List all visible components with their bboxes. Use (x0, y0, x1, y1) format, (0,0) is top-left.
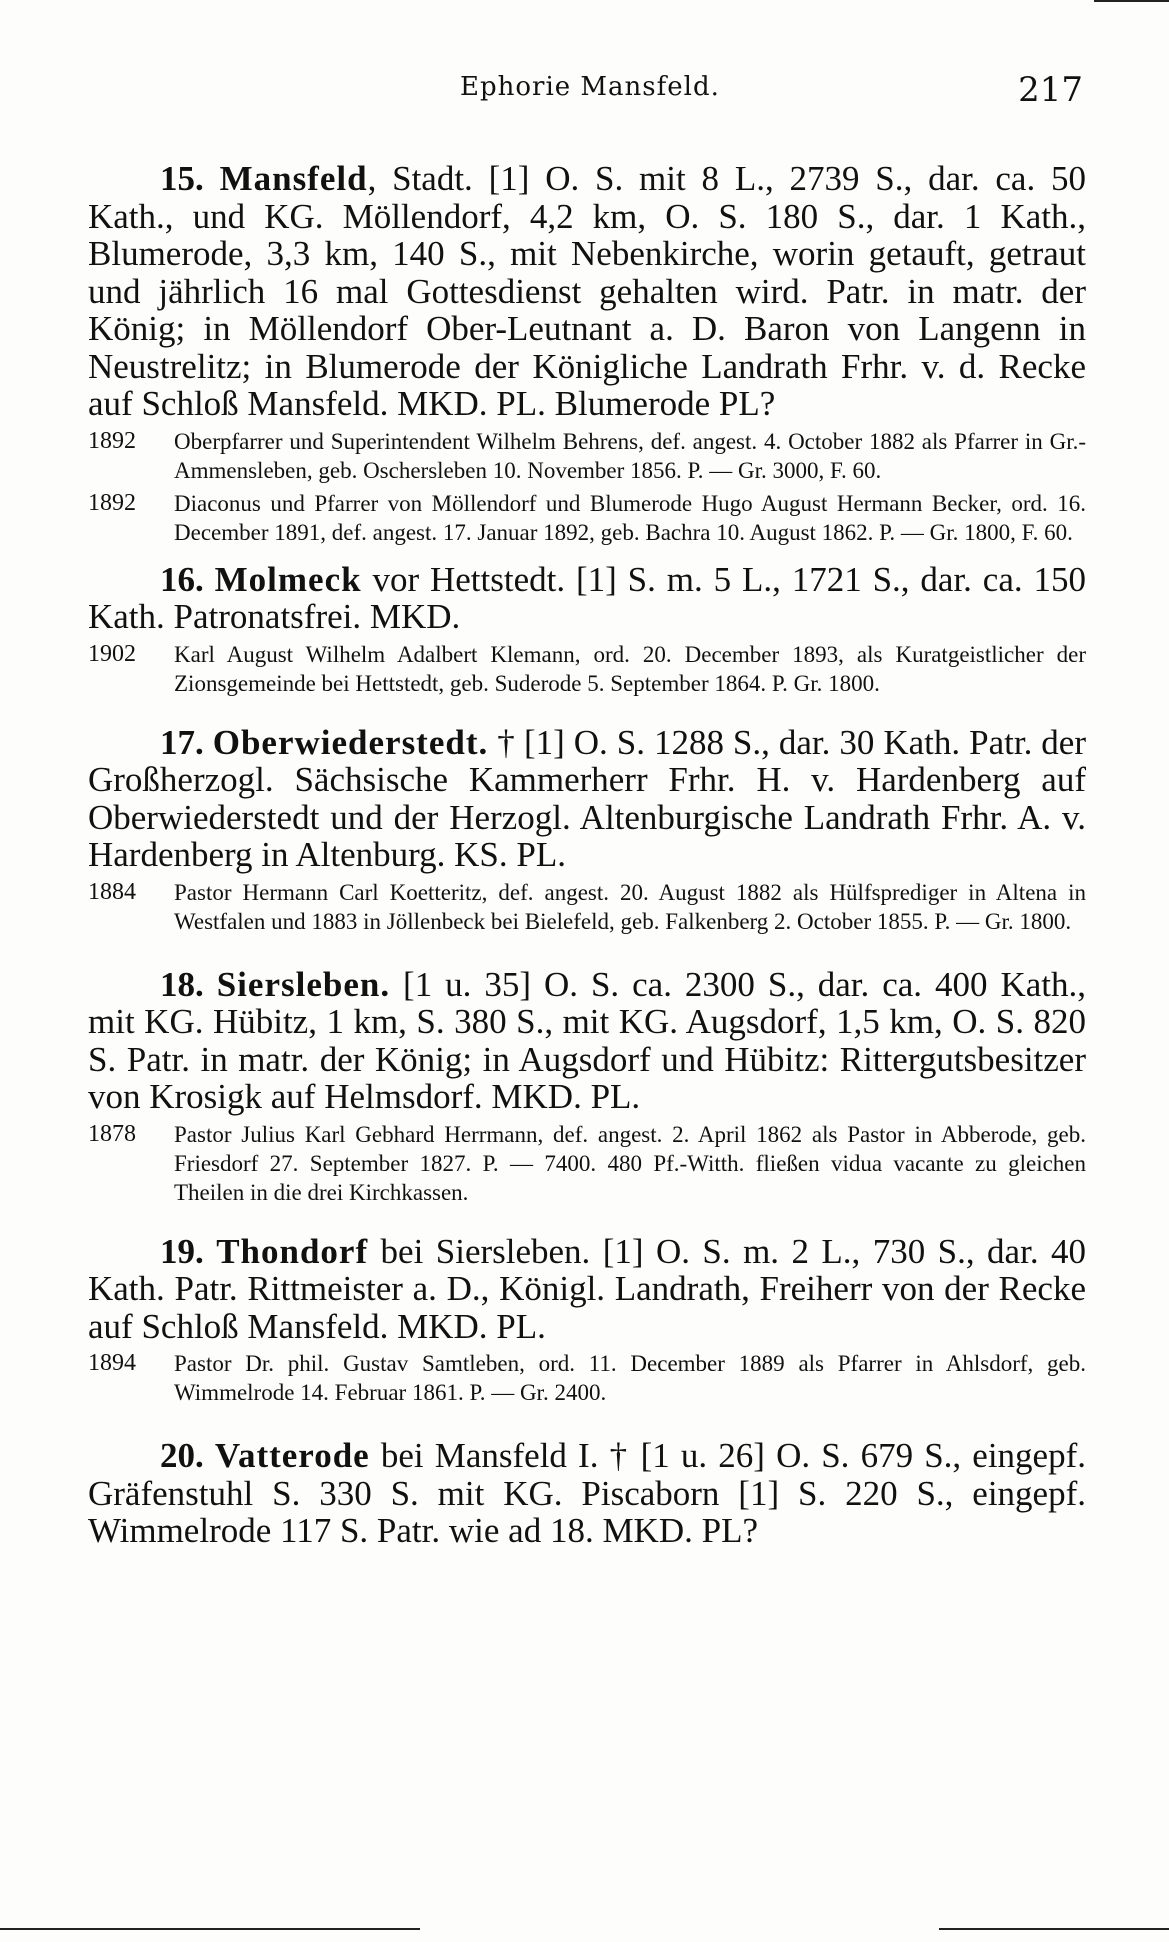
parish-entry (88, 160, 1086, 547)
entry-text: † [1] O. S. 1288 S., dar. 30 Kath. Patr. der Großherzogl. Sächsische Kammerherr Frhr. H. v. Hardenberg auf Oberwiederstedt und der Herzogl. Altenburgische Landrath Frhr. A. v. Hardenberg in Altenburg. KS. PL. (88, 722, 1086, 874)
clergy-note (88, 878, 1086, 936)
note-text: Karl August Wilhelm Adalbert Klemann, ord. 20. December 1893, als Kuratgeistlicher der Zionsgemeinde bei Hettstedt, geb. Suderode 5. September 1864. P. Gr. 1800. (174, 641, 1086, 696)
entry-text: , Stadt. [1] O. S. mit 8 L., 2739 S., dar. ca. 50 Kath., und KG. Möllendorf, 4,2 km, O. S. 180 S., dar. 1 Kath., Blumerode, 3,3 km, 140 S., mit Nebenkirche, worin getauft, getraut und jährlich 16 mal Gottesdienst gehalten wird. Patr. in matr. der König; in Möllendorf Ober-Leutnant a. D. Baron von Langenn in Neustrelitz; in Blumerode der Königliche Landrath Frhr. v. d. Recke auf Schloß Mansfeld. MKD. PL. Blumerode PL? (88, 159, 1086, 423)
note-text: Oberpfarrer und Superintendent Wilhelm Behrens, def. angest. 4. October 1882 als Pfarrer in Gr.-Ammensleben, geb. Oschersleben 10. November 1856. P. — Gr. 3000, F. 60. (174, 428, 1086, 483)
parish-entry (88, 966, 1086, 1207)
place-name: Oberwiederstedt. (212, 722, 489, 762)
entry-number: 18. (160, 964, 204, 1004)
clergy-note (88, 489, 1086, 547)
note-year: 1902 (88, 640, 136, 667)
entry-number: 17. (160, 722, 204, 762)
place-name: Vatterode (214, 1436, 370, 1475)
note-text: Pastor Dr. phil. Gustav Samtleben, ord. 11. December 1889 als Pfarrer in Ahlsdorf, geb. Wimmelrode 14. Februar 1861. P. — Gr. 2400. (174, 1351, 1086, 1405)
note-year: 1894 (88, 1350, 136, 1376)
parish-entry (88, 561, 1086, 698)
page-body (88, 160, 1086, 1568)
bottom-rule-left (0, 1928, 420, 1930)
entry-text: [1 u. 35] O. S. ca. 2300 S., dar. ca. 400 Kath., mit KG. Hübitz, 1 km, S. 380 S., mit KG. Augsdorf, 1,5 km, O. S. 820 S. Patr. in matr. der König; in Augsdorf und Hübitz: Rittergutsbesitzer von Krosigk auf Helmsdorf. MKD. PL. (88, 964, 1087, 1116)
bottom-rule-right (939, 1928, 1169, 1930)
entry-description (88, 1437, 1086, 1550)
entry-description (88, 966, 1086, 1116)
top-rule (1094, 0, 1169, 2)
entry-number: 15. (160, 159, 204, 198)
parish-entry (88, 724, 1086, 936)
note-text: Diaconus und Pfarrer von Möllendorf und Blumerode Hugo August Hermann Becker, ord. 16. December 1891, def. angest. 17. Januar 1892, geb. Bachra 10. August 1862. P. — Gr. 1800, F. 60. (174, 490, 1086, 545)
note-year: 1892 (88, 427, 136, 454)
note-text: Pastor Hermann Carl Koetteritz, def. angest. 20. August 1882 als Hülfsprediger in Altena in Westfalen und 1883 in Jöllenbeck bei Bielefeld, geb. Falkenberg 2. October 1855. P. — Gr. 1800. (174, 879, 1086, 934)
place-name: Molmeck (214, 559, 362, 599)
entry-number: 20. (160, 1436, 204, 1475)
entry-description (88, 1233, 1086, 1346)
clergy-note (88, 427, 1086, 485)
clergy-note (88, 640, 1086, 698)
entry-number: 16. (160, 559, 204, 599)
parish-entry (88, 1233, 1086, 1408)
page-header (0, 70, 1169, 114)
parish-entry (88, 1437, 1086, 1550)
entry-description (88, 160, 1086, 423)
note-year: 1884 (88, 878, 136, 905)
entry-description (88, 724, 1086, 874)
note-year: 1878 (88, 1120, 136, 1147)
entry-text: bei Mansfeld I. † [1 u. 26] O. S. 679 S., eingepf. Gräfenstuhl S. 330 S. mit KG. Piscaborn [1] S. 220 S., eingepf. Wimmelrode 117 S. Patr. wie ad 18. MKD. PL? (88, 1436, 1086, 1550)
clergy-note (88, 1349, 1086, 1407)
place-name: Mansfeld (219, 159, 368, 198)
entry-number: 19. (160, 1231, 204, 1271)
page-number: 217 (1018, 70, 1083, 110)
note-year: 1892 (88, 489, 136, 516)
entry-text: vor Hettstedt. [1] S. m. 5 L., 1721 S., dar. ca. 150 Kath. Patronatsfrei. MKD. (88, 559, 1086, 636)
note-text: Pastor Julius Karl Gebhard Herrmann, def. angest. 2. April 1862 als Pastor in Abberode, geb. Friesdorf 27. September 1827. P. — 7400. 480 Pf.-Witth. fließen vidua vacante zu gleichen Theilen in die drei Kirchkassen. (174, 1121, 1086, 1205)
entry-text: bei Siersleben. [1] O. S. m. 2 L., 730 S., dar. 40 Kath. Patr. Rittmeister a. D., Königl. Landrath, Freiherr von der Recke auf Schloß Mansfeld. MKD. PL. (88, 1231, 1086, 1346)
place-name: Thondorf (216, 1231, 369, 1271)
place-name: Siersleben. (216, 964, 391, 1004)
clergy-note (88, 1120, 1086, 1207)
running-title: Ephorie Mansfeld. (460, 72, 720, 102)
entry-description (88, 561, 1086, 636)
